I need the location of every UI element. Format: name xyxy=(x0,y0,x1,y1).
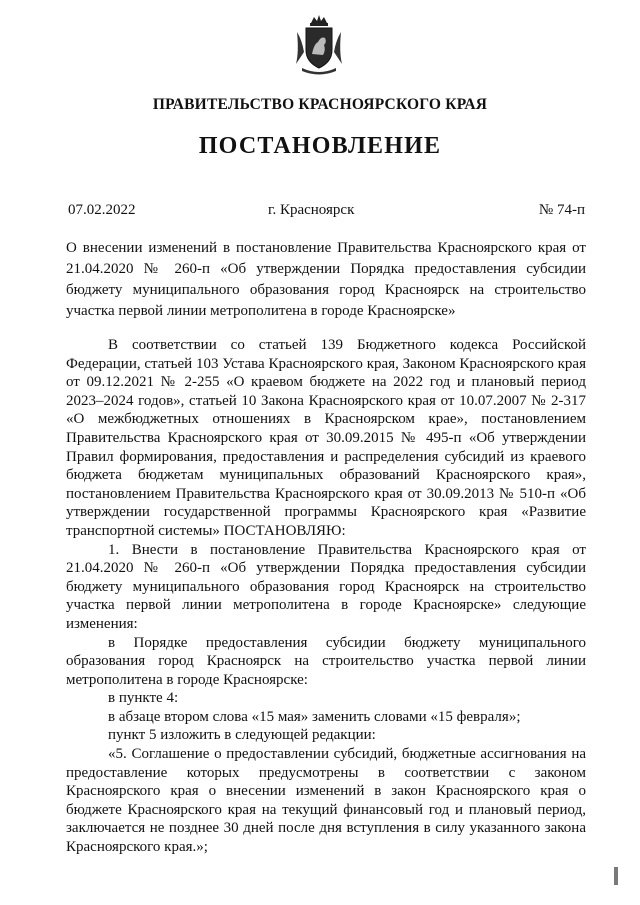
document-city: г. Красноярск xyxy=(268,202,355,218)
document-subject: О внесении изменений в постановление Правительства Красноярского края от 21.04.2020 № 260-п «Об утверждении Порядка предоставления субсидии бюджету муниципального образования город Красноярск на строительство участка первой линии метрополитена в городе Красноярске» xyxy=(66,240,586,319)
document-date: 07.02.2022 xyxy=(68,202,136,218)
paragraph-point-4: в пункте 4: xyxy=(108,690,179,707)
scan-edge-mark xyxy=(614,867,618,885)
document-title: ПОСТАНОВЛЕНИЕ xyxy=(198,133,442,159)
paragraph-item-1: 1. Внести в постановление Правительства Красноярского края от 21.04.2020 № 260-п «Об утверждении Порядка предоставления субсидии бюджету муниципального образования город Красноярск на строительство участка первой линии метрополитена в городе Красноярске» следующие изменения: xyxy=(66,541,586,632)
document-number: № 74-п xyxy=(538,202,585,218)
coat-of-arms-icon xyxy=(294,14,344,76)
paragraph-amendment: в абзаце втором слова «15 мая» заменить словами «15 февраля»; xyxy=(108,708,521,725)
paragraph-preamble: В соответствии со статьей 139 Бюджетного кодекса Российской Федерации, статьей 103 Устава Красноярского края, Законом Красноярского края от 09.12.2021 № 2-255 «О краевом бюджете на 2022 год и плановый период 2023–2024 годов», статьей 10 Закона Красноярского края от 10.07.2007 № 2-317 «О межбюджетных отношениях в Красноярском крае», постановлением Правительства Красноярского края от 30.09.2015 № 495-п «Об утверждении Правил формирования, предоставления и распределения субсидий из краевого бюджета бюджетам муниципальных образований Красноярского края», постановлением Правительства Красноярского края от 30.09.2013 № 510-п «Об утверждении государственной программы Красноярского края «Развитие транспортной системы» ПОСТАНОВЛЯЮ: xyxy=(66,337,586,539)
paragraph-procedure: в Порядке предоставления субсидии бюджету муниципального образования город Красноярск на строительство участка первой линии метрополитена в городе Красноярске: xyxy=(66,634,586,688)
paragraph-point-5: пункт 5 изложить в следующей редакции: xyxy=(108,727,376,744)
government-name: ПРАВИТЕЛЬСТВО КРАСНОЯРСКОГО КРАЯ xyxy=(152,96,488,113)
document-body xyxy=(66,336,586,857)
paragraph-new-text: «5. Соглашение о предоставлении субсидий, бюджетные ассигнования на предоставление которых предусмотрены в соответствии с законом Красноярского края о внесении изменений в закон Красноярского края о бюджете Красноярского края на текущий финансовый год и плановый период, заключается не позднее 30 дней после дня вступления в силу указанного закона Красноярского края.»; xyxy=(66,746,586,856)
